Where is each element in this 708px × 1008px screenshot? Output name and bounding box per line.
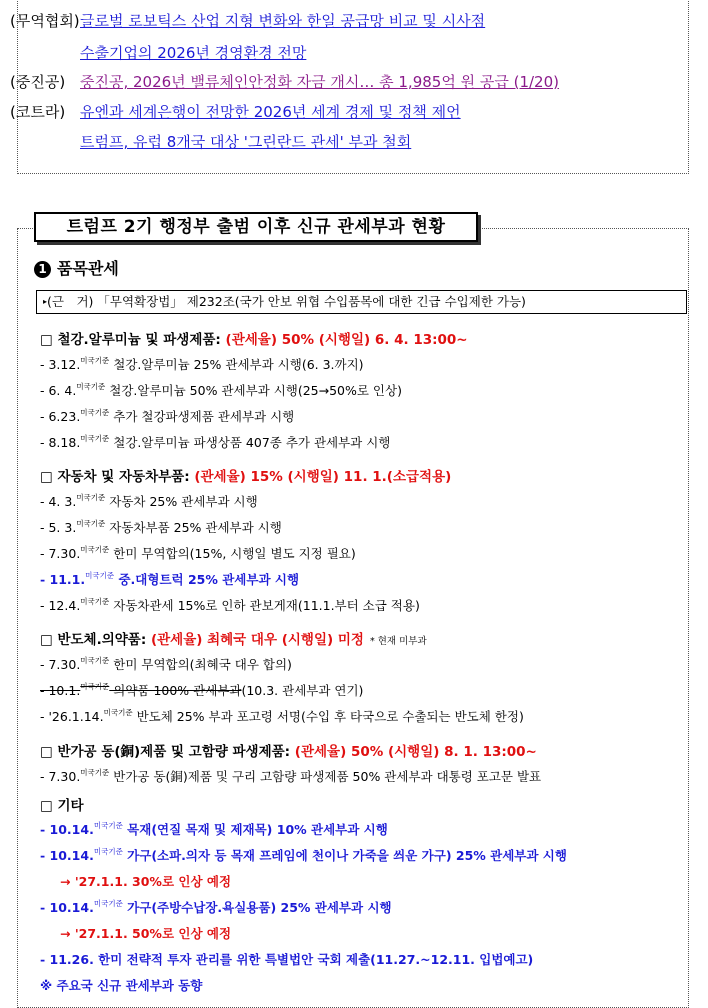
news-source: (중진공) xyxy=(10,73,66,91)
list-item: - 11.26. 한미 전략적 투자 관리를 위한 특별법안 국회 제출(11.27.~12.11. 입법예고) xyxy=(40,952,534,967)
list-item: - 6.23.$^{미국기준}$ 추가 철강파생제품 관세부과 시행 xyxy=(40,408,295,424)
list-item: - 10.14.$^{미국기준}$ 가구(소파.의자 등 목재 프레임에 천이나 가죽을 씌운 가구) 25% 관세부과 시행 xyxy=(40,847,567,863)
group-header-steel xyxy=(40,328,468,348)
group-header-copper xyxy=(40,740,537,760)
news-link[interactable]: 중진공, 2026년 밸류체인안정화 자금 개시… 총 1,985억 원 공급 (1/20) xyxy=(80,73,559,91)
subsection-title xyxy=(34,256,119,279)
basis-label: (근 거) xyxy=(47,294,94,309)
group-title: □ 반가공 동(銅)제품 및 고함량 파생제품: xyxy=(40,744,295,760)
news-source: (코트라) xyxy=(10,103,66,121)
news-link[interactable]: 트럼프, 유럽 8개국 대상 '그린란드 관세' 부과 철회 xyxy=(80,133,412,151)
list-item: - 5. 3.$^{미국기준}$ 자동차부품 25% 관세부과 시행 xyxy=(40,519,282,535)
list-item: - 8.18.$^{미국기준}$ 철강.알루미늄 파생상품 407종 추가 관세부과 시행 xyxy=(40,434,391,450)
group-header-auto xyxy=(40,465,451,485)
group-rate: (관세율) 15% (시행일) 11. 1.(소급적용) xyxy=(194,469,452,485)
list-item: - 7.30.$^{미국기준}$ 한미 무역합의(최혜국 대우 합의) xyxy=(40,656,292,672)
list-item: - 7.30.$^{미국기준}$ 반가공 동(銅)제품 및 구리 고함량 파생제품 50% 관세부과 대통령 포고문 발표 xyxy=(40,768,542,784)
group-title: □ 철강.알루미늄 및 파생제품: xyxy=(40,332,226,348)
group-header-semiconductor xyxy=(40,628,427,648)
basis-text: 「무역확장법」 제232조(국가 안보 위협 수입품목에 대한 긴급 수입제한 가능) xyxy=(97,294,526,309)
news-row xyxy=(10,101,461,122)
list-item: - 11.1.$^{미국기준}$ 중.대형트럭 25% 관세부과 시행 xyxy=(40,571,300,587)
news-link[interactable]: 유엔과 세계은행이 전망한 2026년 세계 경제 및 정책 제언 xyxy=(80,103,461,121)
triangle-bullet-icon: ▸ xyxy=(43,297,48,306)
group-title: □ 반도체.의약품: xyxy=(40,632,151,648)
group-note: * 현재 미부과 xyxy=(369,636,427,647)
list-item: - 7.30.$^{미국기준}$ 한미 무역합의(15%, 시행일 별도 지정 필요) xyxy=(40,545,356,561)
group-rate: (관세율) 50% (시행일) 8. 1. 13:00~ xyxy=(294,744,537,760)
group-header-etc: □ 기타 xyxy=(40,798,84,814)
group-rate: (관세율) 50% (시행일) 6. 4. 13:00~ xyxy=(225,332,468,348)
section-title: 트럼프 2기 행정부 출범 이후 신규 관세부과 현황 xyxy=(34,212,478,242)
number-badge: 1 xyxy=(34,261,51,278)
news-source: (무역협회) xyxy=(10,12,80,30)
list-item: - 10.14.$^{미국기준}$ 가구(주방수납장.욕실용품) 25% 관세부과 시행 xyxy=(40,899,392,915)
list-item-note: → '27.1.1. 30%로 인상 예정 xyxy=(60,874,232,889)
subsection-label: 품목관세 xyxy=(57,259,119,278)
news-link[interactable]: 수출기업의 2026년 경영환경 전망 xyxy=(80,44,307,62)
list-item: - 12.4.$^{미국기준}$ 자동차관세 15%로 인하 관보게재(11.1.부터 소급 적용) xyxy=(40,597,420,613)
list-item: ※ 주요국 신규 관세부과 동향 xyxy=(40,978,203,993)
news-link[interactable]: 글로벌 로보틱스 산업 지형 변화와 한일 공급망 비교 및 시사점 xyxy=(80,12,486,30)
news-row xyxy=(10,10,485,31)
list-item: - 6. 4.$^{미국기준}$ 철강.알루미늄 50% 관세부과 시행(25→50%로 인상) xyxy=(40,382,402,398)
group-title: □ 자동차 및 자동차부품: xyxy=(40,469,195,485)
list-item: - 10.1.$^{미국기준}$ 의약품 100% 관세부과(10.3. 관세부과 연기) xyxy=(40,682,364,698)
list-item: - 10.14.$^{미국기준}$ 목재(연질 목재 및 제재목) 10% 관세부과 시행 xyxy=(40,821,388,837)
list-item: - '26.1.14.$^{미국기준}$ 반도체 25% 부과 포고령 서명(수입 후 타국으로 수출되는 반도체 한정) xyxy=(40,708,524,724)
legal-basis-box xyxy=(36,290,687,314)
list-item: - 4. 3.$^{미국기준}$ 자동차 25% 관세부과 시행 xyxy=(40,493,258,509)
list-item: - 3.12.$^{미국기준}$ 철강.알루미늄 25% 관세부과 시행(6. 3.까지) xyxy=(40,356,364,372)
group-rate: (관세율) 최혜국 대우 (시행일) 미정 xyxy=(150,632,364,648)
news-row xyxy=(10,71,559,92)
list-item-note: → '27.1.1. 50%로 인상 예정 xyxy=(60,926,232,941)
